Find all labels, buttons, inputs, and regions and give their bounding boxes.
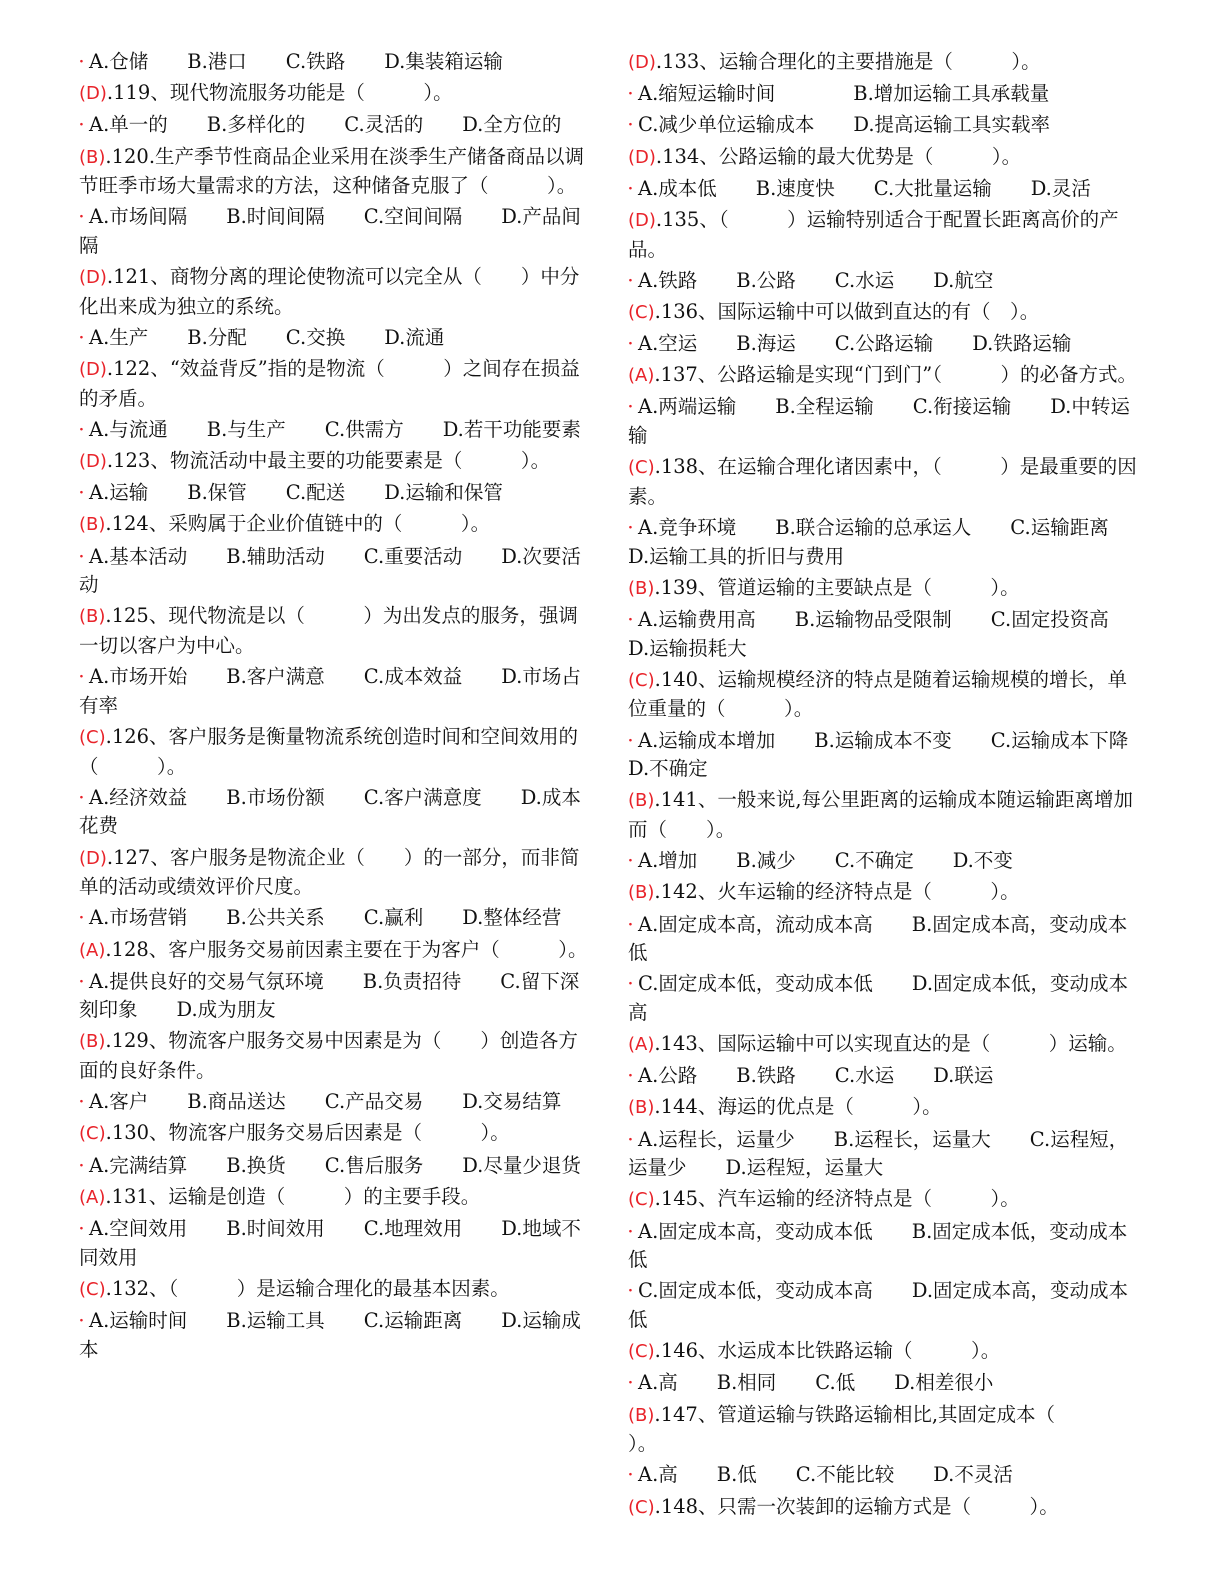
answer-key: (B) xyxy=(79,1031,106,1053)
answer-key: (D) xyxy=(79,451,107,473)
question xyxy=(79,79,591,109)
options-text: A.市场开始 B.客户满意 C.成本效益 D.市场占有率 xyxy=(79,665,581,717)
answer-key: (D) xyxy=(79,267,107,289)
question-text: .124、采购属于企业价值链中的（ ）。 xyxy=(105,512,491,536)
bullet-icon: · xyxy=(628,520,633,537)
options-text: A.固定成本高，流动成本高 B.固定成本高，变动成本低 xyxy=(628,912,1128,965)
answer-options xyxy=(628,267,1140,296)
question xyxy=(628,143,1140,173)
question-text: .137、公路运输是实现“门到门”（ ）的必备方式。 xyxy=(654,363,1137,387)
answer-key: (D) xyxy=(79,847,107,869)
answer-options xyxy=(79,968,591,1025)
options-text: A.客户 B.商品送达 C.产品交易 D.交易结算 xyxy=(89,1090,562,1114)
options-text: A.经济效益 B.市场份额 C.客户满意度 D.成本花费 xyxy=(79,785,581,838)
question-text: .120.生产季节性商品企业采用在淡季生产储备商品以调节旺季市场大量需求的方法，这种储备克服了（ ）。 xyxy=(79,144,585,198)
bullet-icon: · xyxy=(79,485,84,502)
answer-options xyxy=(79,904,591,933)
answer-options xyxy=(628,80,1140,109)
options-text: A.基本活动 B.辅助活动 C.重要活动 D.次要活动 xyxy=(79,544,581,597)
answer-options xyxy=(628,1369,1140,1398)
answer-options xyxy=(628,727,1168,784)
bullet-icon: · xyxy=(628,1223,633,1240)
answer-options xyxy=(628,111,1140,140)
question xyxy=(79,143,591,201)
bullet-icon: · xyxy=(628,399,633,416)
answer-options xyxy=(79,479,591,508)
answer-options xyxy=(628,175,1140,204)
bullet-icon: · xyxy=(79,973,84,990)
answer-key: (C) xyxy=(628,457,655,479)
answer-options xyxy=(79,1152,591,1181)
answer-key: (A) xyxy=(79,939,106,961)
options-text: A.高 B.低 C.不能比较 D.不灵活 xyxy=(638,1463,1013,1487)
options-text: A.运输费用高 B.运输物品受限制 C.固定投资高 D.运输损耗大 xyxy=(628,608,1148,660)
answer-options xyxy=(79,416,591,445)
question-text: .119、现代物流服务功能是（ ）。 xyxy=(106,81,453,105)
right-column xyxy=(628,48,1168,1525)
question xyxy=(628,786,1140,844)
answer-key: (B) xyxy=(79,146,106,168)
bullet-icon: · xyxy=(628,1467,633,1484)
question-text: .134、公路运输的最大优势是（ ）。 xyxy=(655,144,1022,168)
options-text: A.两端运输 B.全程运输 C.衔接运输 D.中转运输 xyxy=(628,395,1130,448)
bullet-icon: · xyxy=(628,1131,633,1148)
options-text: A.完满结算 B.换货 C.售后服务 D.尽量少退货 xyxy=(89,1153,581,1177)
options-text: A.运输 B.保管 C.配送 D.运输和保管 xyxy=(89,481,503,505)
left-column xyxy=(79,48,591,1367)
bullet-icon: · xyxy=(79,209,84,226)
answer-key: (C) xyxy=(79,726,106,748)
question xyxy=(79,936,591,966)
answer-options xyxy=(79,663,591,720)
question-text: .140、运输规模经济的特点是随着运输规模的增长，单位重量的（ ）。 xyxy=(628,667,1128,721)
bullet-icon: · xyxy=(79,54,84,70)
question-text: .131、运输是创造（ ）的主要手段。 xyxy=(105,1184,481,1208)
answer-options xyxy=(628,606,1148,663)
bullet-icon: · xyxy=(628,1375,633,1392)
answer-key: (B) xyxy=(79,606,106,628)
bullet-icon: · xyxy=(79,329,84,346)
answer-options xyxy=(628,1461,1140,1490)
question-text: .129、物流客户服务交易中因素是为（ ）创造各方面的良好条件。 xyxy=(79,1029,578,1083)
question-text: .126、客户服务是衡量物流系统创造时间和空间效用的（ ）。 xyxy=(79,724,579,778)
question-text: .121、商物分离的理论使物流可以完全从（ ）中分化出来成为独立的系统。 xyxy=(79,265,580,318)
answer-key: (D) xyxy=(628,209,656,231)
options-text: A.竞争环境 B.联合运输的总承运人 C.运输距离 D.运输工具的折旧与费用 xyxy=(628,516,1148,568)
question xyxy=(628,1401,1140,1459)
question xyxy=(628,574,1140,604)
answer-key: (D) xyxy=(628,52,656,73)
answer-options xyxy=(79,784,591,841)
answer-options xyxy=(628,1277,1140,1334)
question-text: .138、在运输合理化诸因素中，（ ）是最重要的因素。 xyxy=(628,455,1137,508)
options-text: A.仓储 B.港口 C.铁路 D.集装箱运输 xyxy=(89,50,503,73)
bullet-icon: · xyxy=(628,976,633,993)
question-text: .128、客户服务交易前因素主要在于为客户（ ）。 xyxy=(105,937,588,961)
answer-options xyxy=(628,970,1140,1027)
answer-key: (A) xyxy=(79,1186,106,1208)
bullet-icon: · xyxy=(79,1094,84,1111)
question-text: .123、物流活动中最主要的功能要素是（ ）。 xyxy=(106,449,551,473)
bullet-icon: · xyxy=(79,1157,84,1174)
options-text: A.成本低 B.速度快 C.大批量运输 D.灵活 xyxy=(638,176,1091,200)
bullet-icon: · xyxy=(628,1283,633,1300)
bullet-icon: · xyxy=(79,117,84,134)
bullet-icon: · xyxy=(79,910,84,927)
question xyxy=(628,298,1140,328)
answer-options xyxy=(79,324,591,353)
options-text: A.高 B.相同 C.低 D.相差很小 xyxy=(638,1371,994,1395)
answer-key: (C) xyxy=(628,1341,655,1363)
options-text: A.运程长，运量少 B.运程长，运量大 C.运程短，运量少 D.运程短，运量大 xyxy=(628,1127,1129,1180)
question xyxy=(628,1493,1140,1523)
answer-key: (C) xyxy=(628,1496,655,1518)
question-text: .148、只需一次装卸的运输方式是（ ）。 xyxy=(654,1494,1059,1518)
options-text: A.固定成本高，变动成本低 B.固定成本低，变动成本低 xyxy=(628,1219,1128,1272)
question xyxy=(628,878,1140,908)
answer-options xyxy=(79,111,591,140)
answer-options xyxy=(79,1088,591,1117)
question xyxy=(79,263,591,321)
answer-options xyxy=(628,1062,1140,1091)
question-text: .127、客户服务是物流企业（ ）的一部分，而非简单的活动或绩效评价尺度。 xyxy=(79,845,580,899)
options-text: A.空运 B.海运 C.公路运输 D.铁路运输 xyxy=(638,332,1072,356)
answer-key: (B) xyxy=(628,1404,655,1426)
question-text: .145、汽车运输的经济特点是（ ）。 xyxy=(654,1187,1020,1211)
answer-key: (A) xyxy=(628,365,655,387)
options-text: A.提供良好的交易气氛环境 B.负责招待 C.留下深刻印象 D.成为朋友 xyxy=(79,969,580,1022)
answer-key: (D) xyxy=(79,83,107,105)
question xyxy=(628,1185,1140,1215)
question xyxy=(628,666,1140,724)
question-text: .125、现代物流是以（ ）为出发点的服务，强调一切以客户为中心。 xyxy=(79,604,578,657)
question xyxy=(628,206,1140,264)
question xyxy=(79,355,591,413)
bullet-icon: · xyxy=(628,612,633,628)
answer-options xyxy=(79,543,591,600)
question-text: .135、（ ）运输特别适合于配置长距离高价的产品。 xyxy=(628,207,1119,261)
answer-key: (D) xyxy=(79,359,107,381)
question xyxy=(79,1119,591,1149)
options-text: A.运输时间 B.运输工具 C.运输距离 D.运输成本 xyxy=(79,1308,581,1361)
question-text: .122、“效益背反”指的是物流（ ）之间存在损益的矛盾。 xyxy=(79,357,580,410)
question xyxy=(79,510,591,540)
bullet-icon: · xyxy=(79,789,84,806)
options-text: A.市场间隔 B.时间间隔 C.空间间隔 D.产品间隔 xyxy=(79,205,581,257)
answer-options xyxy=(628,514,1148,571)
question-text: .139、管道运输的主要缺点是（ ）。 xyxy=(654,575,1020,599)
answer-options xyxy=(628,1126,1140,1183)
question-text: .136、国际运输中可以做到直达的有（ ）。 xyxy=(654,299,1040,323)
answer-key: (C) xyxy=(79,1278,106,1300)
question xyxy=(79,844,591,902)
bullet-icon: · xyxy=(628,1068,633,1085)
bullet-icon: · xyxy=(79,669,84,686)
bullet-icon: · xyxy=(79,1221,84,1237)
bullet-icon: · xyxy=(628,853,633,870)
answer-key: (A) xyxy=(628,1034,655,1056)
options-text: A.生产 B.分配 C.交换 D.流通 xyxy=(89,325,445,349)
answer-options xyxy=(628,393,1140,450)
options-text: A.缩短运输时间 B.增加运输工具承载量 xyxy=(638,82,1050,106)
answer-key: (B) xyxy=(628,1097,655,1119)
question-text: .130、物流客户服务交易后因素是（ ）。 xyxy=(105,1121,510,1145)
question xyxy=(79,602,591,660)
answer-key: (B) xyxy=(79,514,106,536)
bullet-icon: · xyxy=(628,916,633,933)
question xyxy=(628,1337,1140,1367)
bullet-icon: · xyxy=(628,272,633,289)
answer-options xyxy=(628,1218,1140,1275)
question xyxy=(79,447,591,477)
answer-options xyxy=(79,48,591,77)
options-text: A.空间效用 B.时间效用 C.地理效用 D.地域不同效用 xyxy=(79,1217,581,1269)
options-text: C.减少单位运输成本 D.提高运输工具实载率 xyxy=(638,113,1051,137)
options-text: A.单一的 B.多样化的 C.灵活的 D.全方位的 xyxy=(89,113,562,137)
bullet-icon: · xyxy=(628,86,633,103)
question-text: .143、国际运输中可以实现直达的是（ ）运输。 xyxy=(654,1032,1127,1056)
options-text: C.固定成本低，变动成本低 D.固定成本低，变动成本高 xyxy=(628,972,1129,1024)
question xyxy=(79,1183,591,1213)
answer-options xyxy=(79,203,591,260)
bullet-icon: · xyxy=(79,421,84,438)
question xyxy=(79,1027,591,1085)
question xyxy=(79,723,591,781)
question xyxy=(79,1275,591,1305)
answer-key: (D) xyxy=(628,146,656,168)
question xyxy=(628,453,1140,511)
answer-options xyxy=(628,911,1140,968)
question xyxy=(628,48,1140,78)
bullet-icon: · xyxy=(79,1312,84,1329)
bullet-icon: · xyxy=(628,117,633,134)
answer-key: (B) xyxy=(628,577,655,599)
question-text: .147、管道运输与铁路运输相比,其固定成本（ ）。 xyxy=(628,1402,1114,1456)
question xyxy=(628,361,1140,391)
question-text: .141、一般来说,每公里距离的运输成本随运输距离增加而（ ）。 xyxy=(628,788,1134,841)
options-text: A.公路 B.铁路 C.水运 D.联运 xyxy=(638,1064,994,1088)
options-text: A.铁路 B.公路 C.水运 D.航空 xyxy=(638,268,994,292)
bullet-icon: · xyxy=(79,548,84,565)
bullet-icon: · xyxy=(628,732,633,749)
bullet-icon: · xyxy=(628,180,633,197)
question-text: .132、（ ）是运输合理化的最基本因素。 xyxy=(105,1276,510,1300)
answer-key: (B) xyxy=(628,790,655,812)
answer-options xyxy=(79,1215,591,1272)
question xyxy=(628,1030,1140,1060)
options-text: A.市场营销 B.公共关系 C.赢利 D.整体经营 xyxy=(89,906,562,930)
answer-key: (C) xyxy=(628,1189,655,1211)
question-text: .133、运输合理化的主要措施是（ ）。 xyxy=(655,50,1041,73)
options-text: A.与流通 B.与生产 C.供需方 D.若干功能要素 xyxy=(89,417,581,441)
question-text: .142、火车运输的经济特点是（ ）。 xyxy=(654,880,1020,904)
answer-key: (C) xyxy=(628,669,655,691)
answer-options xyxy=(79,1307,591,1364)
question-text: .144、海运的优点是（ ）。 xyxy=(654,1095,942,1119)
options-text: A.运输成本增加 B.运输成本不变 C.运输成本下降 D.不确定 xyxy=(628,728,1168,781)
bullet-icon: · xyxy=(628,336,633,353)
answer-key: (C) xyxy=(628,301,655,323)
question xyxy=(628,1093,1140,1123)
options-text: C.固定成本低，变动成本高 D.固定成本高，变动成本低 xyxy=(628,1279,1129,1331)
answer-key: (B) xyxy=(628,882,655,904)
options-text: A.增加 B.减少 C.不确定 D.不变 xyxy=(638,849,1013,873)
answer-options xyxy=(628,330,1140,359)
question-text: .146、水运成本比铁路运输（ ）。 xyxy=(654,1339,1001,1363)
answer-key: (C) xyxy=(79,1123,106,1145)
answer-options xyxy=(628,847,1140,876)
